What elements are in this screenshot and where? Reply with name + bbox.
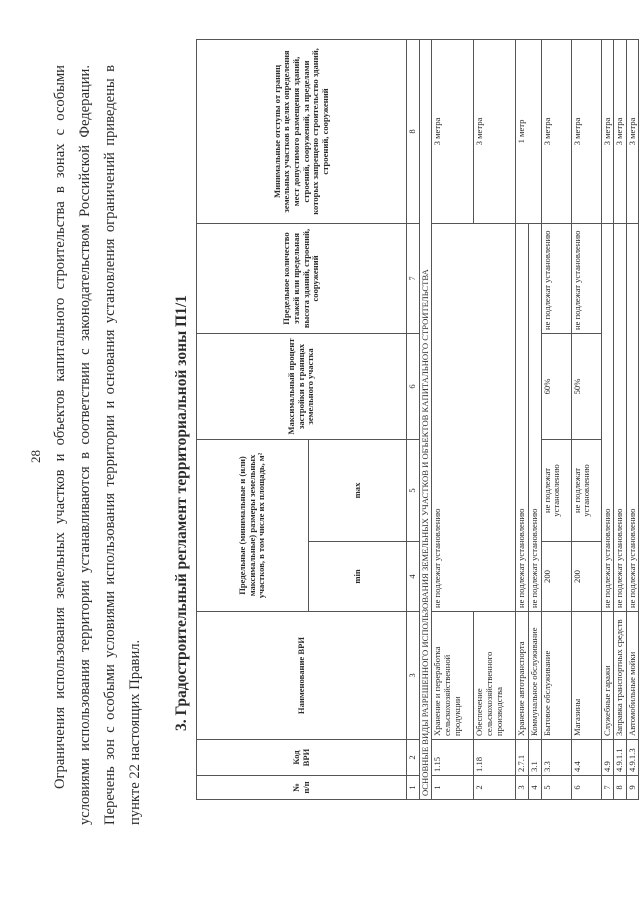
column-number-row: [407, 39, 420, 799]
cell-name: Бытовое обслуживание: [541, 612, 571, 740]
cell-code: 1.15: [432, 740, 474, 776]
section-row: [419, 39, 432, 799]
cell-name: Автомобильные мойки: [626, 612, 639, 740]
col-number: 8: [407, 39, 420, 223]
section-heading: 3. Градостроительный регламент территориальной зоны П1/1: [173, 295, 190, 731]
header-size-group: Предельные (минимальные и (или) максимальные) размеры земельных участков, в том числе их площадь, м²: [197, 439, 309, 611]
cell-percent: 60%: [541, 333, 571, 439]
cell-setback: 3 метра: [571, 39, 601, 223]
col-number: 2: [407, 740, 420, 776]
cell-not-subject: не подлежат установлению: [614, 223, 627, 611]
cell-not-subject: не подлежат установлению: [601, 223, 614, 611]
cell-code: 4.9: [601, 740, 614, 776]
cell-not-subject: не подлежат установлению: [516, 223, 529, 611]
cell-code: 4.9.1.1: [614, 740, 627, 776]
cell-setback: 3 метра: [474, 39, 516, 223]
header-name: Наименование ВРИ: [197, 612, 407, 740]
cell-setback: 3 метра: [626, 39, 639, 223]
cell-code: 3.3: [541, 740, 571, 776]
header-num: № п/п: [197, 776, 407, 800]
col-number: 1: [407, 776, 420, 800]
header-min: min: [309, 542, 407, 612]
table-row: [571, 39, 601, 799]
cell-code: 3.1: [528, 740, 541, 776]
table-row: [614, 39, 627, 799]
cell-code: 2.7.1: [516, 740, 529, 776]
table-row: [432, 39, 474, 799]
cell-name: Заправка транспортных средств: [614, 612, 627, 740]
table-row: [516, 39, 529, 799]
cell-percent: 50%: [571, 333, 601, 439]
col-number: 3: [407, 612, 420, 740]
header-floors: Предельное количество этажей или предельная высота зданий, строений, сооружений: [197, 223, 407, 333]
cell-floors: не подлежат установлению: [541, 223, 571, 333]
section-title: ОСНОВНЫЕ ВИДЫ РАЗРЕШЕННОГО ИСПОЛЬЗОВАНИЯ ЗЕМЕЛЬНЫХ УЧАСТКОВ И ОБЪЕКТОВ КАПИТАЛЬНОГО СТРОИТЕЛЬСТВА: [419, 39, 432, 799]
header-setback: Минимальные отступы от границ земельных участков в целях определения мест допустимого размещения зданий, строений, сооружений, за пределами которых запрещено строительство зданий, строений, сооружений: [197, 39, 407, 223]
cell-num: 9: [626, 776, 639, 800]
page-number: 28: [28, 450, 43, 463]
cell-min: 200: [541, 542, 571, 612]
col-number: 4: [407, 542, 420, 612]
header-percent: Максимальный процент застройки в границах земельного участка: [197, 333, 407, 439]
cell-num: 7: [601, 776, 614, 800]
header-max: max: [309, 439, 407, 541]
cell-name: Служебные гаражи: [601, 612, 614, 740]
cell-setback: 3 метра: [614, 39, 627, 223]
header-code: Код ВРИ: [197, 740, 407, 776]
cell-num: 1: [432, 776, 474, 800]
cell-code: 4.4: [571, 740, 601, 776]
cell-name: Обеспечение сельскохозяйственного производства: [474, 612, 516, 740]
cell-not-subject: не подлежат установлению: [626, 223, 639, 611]
intro-paragraph: Ограничения использования земельных участков и объектов капитального строительства в зонах с особыми условиями использования территории устанавливаются в соответствии с законодательством Российской Федерации. Перечень зон с особыми условиями использования территории и основания установления ограничений приведены в пункте 22 настоящих Правил.: [52, 65, 143, 825]
cell-name: Хранение автотранспорта: [516, 612, 529, 740]
cell-num: 2: [474, 776, 516, 800]
cell-floors: не подлежат установлению: [571, 223, 601, 333]
col-number: 7: [407, 223, 420, 333]
cell-name: Коммунальное обслуживание: [528, 612, 541, 740]
cell-max: не подлежат установлению: [571, 439, 601, 541]
table-row: [541, 39, 571, 799]
cell-num: 4: [528, 776, 541, 800]
cell-not-subject: не подлежат установлению: [432, 223, 516, 611]
cell-setback: 3 метра: [541, 39, 571, 223]
header-row: [197, 39, 309, 799]
cell-name: Хранение и переработка сельскохозяйственной продукции: [432, 612, 474, 740]
cell-name: Магазины: [571, 612, 601, 740]
cell-setback: 1 метр: [516, 39, 541, 223]
cell-num: 6: [571, 776, 601, 800]
cell-setback: 3 метра: [432, 39, 474, 223]
regulation-table: [196, 39, 639, 800]
cell-code: 4.9.1.3: [626, 740, 639, 776]
cell-min: 200: [571, 542, 601, 612]
cell-num: 8: [614, 776, 627, 800]
cell-max: не подлежат установлению: [541, 439, 571, 541]
cell-code: 1.18: [474, 740, 516, 776]
table-row: [626, 39, 639, 799]
table-row: [601, 39, 614, 799]
cell-setback: 3 метра: [601, 39, 614, 223]
cell-not-subject: не подлежат установлению: [528, 223, 541, 611]
cell-num: 3: [516, 776, 529, 800]
cell-num: 5: [541, 776, 571, 800]
col-number: 6: [407, 333, 420, 439]
col-number: 5: [407, 439, 420, 541]
